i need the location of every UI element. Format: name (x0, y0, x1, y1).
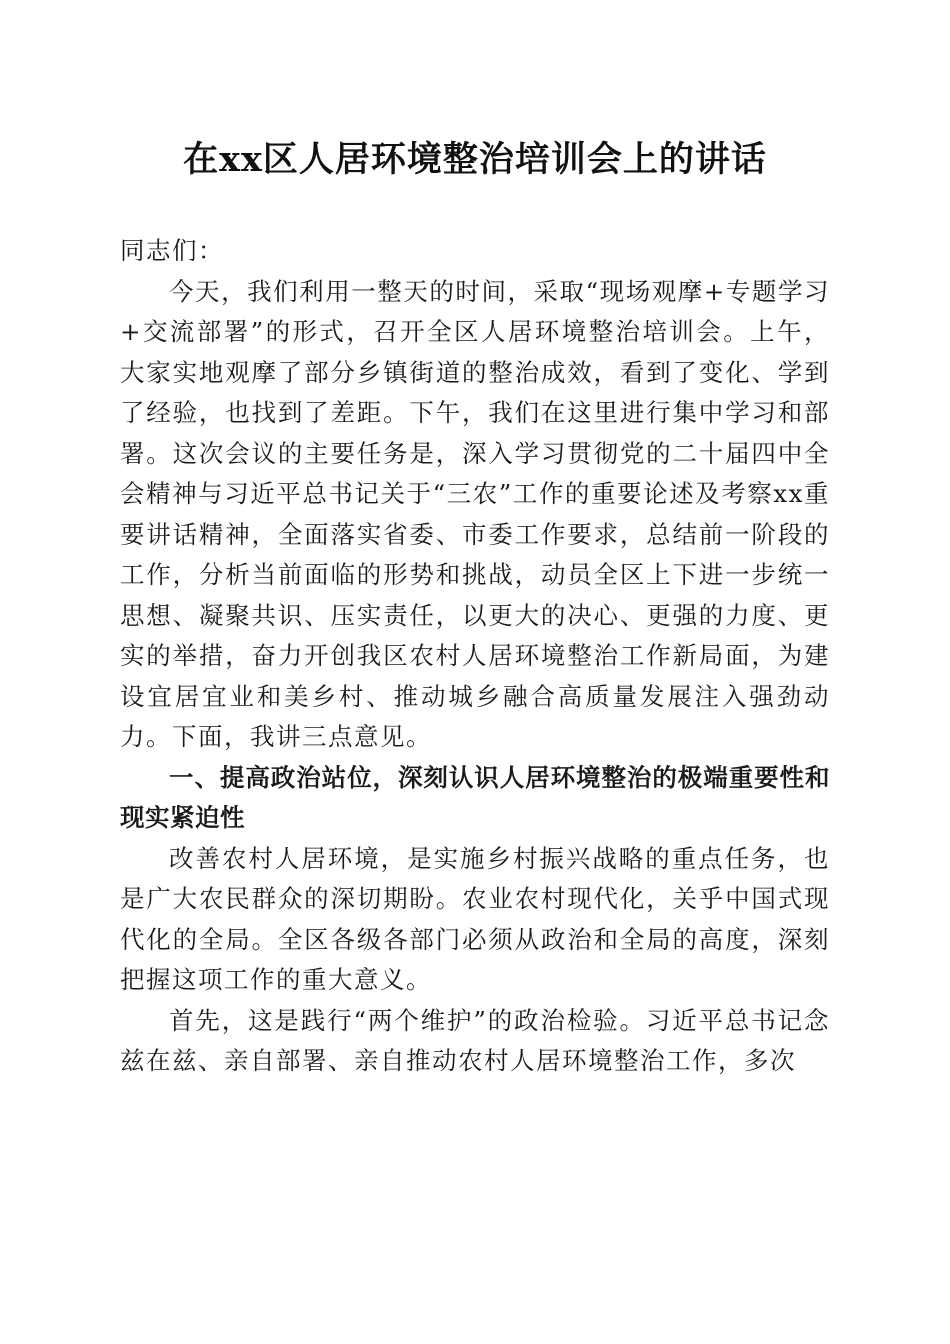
section1-paragraph-1: 改善农村人居环境，是实施乡村振兴战略的重点任务，也是广大农民群众的深切期盼。农业农村现代化，关乎中国式现代化的全局。全区各级各部门必须从政治和全局的高度，深刻把握这项工作的重大意义。 (120, 843, 830, 994)
salutation: 同志们： (120, 236, 224, 265)
document-title: 在xx区人居环境整治培训会上的讲话 (183, 139, 767, 180)
section-heading-1: 一、提高政治站位，深刻认识人居环境整治的极端重要性和现实紧迫性 (120, 762, 830, 832)
section1-paragraph-2: 首先，这是践行“两个维护”的政治检验。习近平总书记念兹在兹、亲自部署、亲自推动农村人居环境整治工作，多次 (120, 1005, 830, 1075)
intro-paragraph: 今天，我们利用一整天的时间，采取“现场观摩+专题学习+交流部署”的形式，召开全区人居环境整治培训会。上午，大家实地观摩了部分乡镇街道的整治成效，看到了变化、学到了经验，也找到了差距。下午，我们在这里进行集中学习和部署。这次会议的主要任务是，深入学习贯彻党的二十届四中全会精神与习近平总书记关于“三农”工作的重要论述及考察xx重要讲话精神，全面落实省委、市委工作要求，总结前一阶段的工作，分析当前面临的形势和挑战，动员全区上下进一步统一思想、凝聚共识、压实责任，以更大的决心、更强的力度、更实的举措，奋力开创我区农村人居环境整治工作新局面，为建设宜居宜业和美乡村、推动城乡融合高质量发展注入强劲动力。下面，我讲三点意见。 (120, 276, 830, 751)
document-body (120, 231, 830, 1082)
